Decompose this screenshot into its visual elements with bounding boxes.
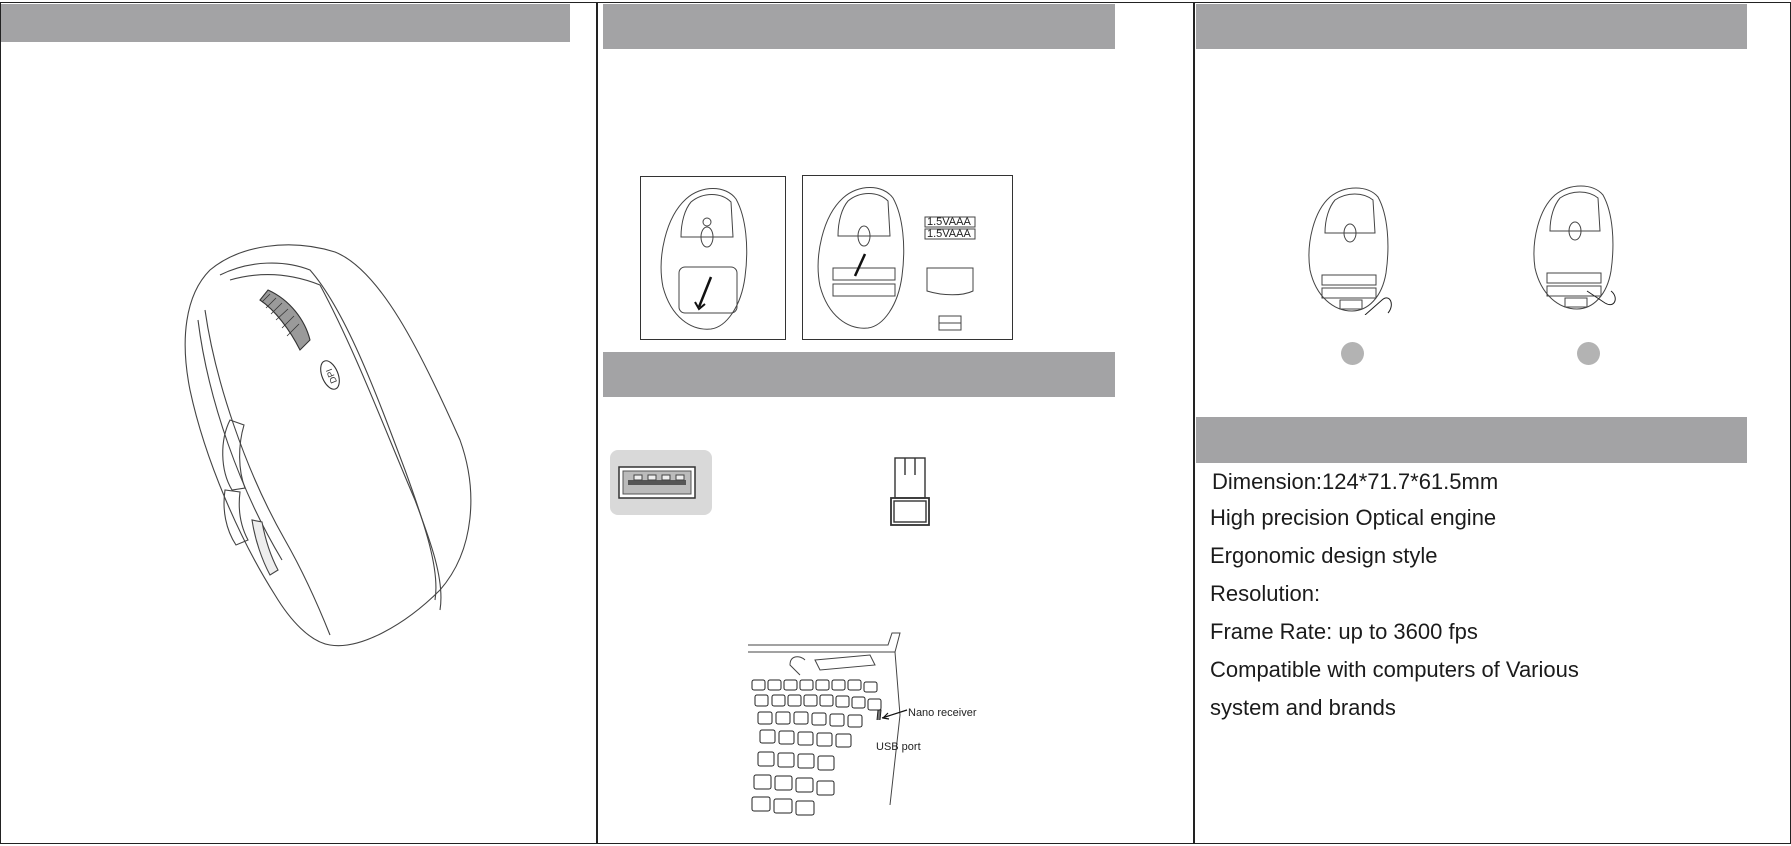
header-bar-battery bbox=[603, 4, 1115, 49]
laptop-illustration bbox=[730, 625, 990, 825]
step-dot-1 bbox=[1341, 342, 1364, 365]
header-bar-receiver bbox=[603, 352, 1115, 397]
battery-label-1: 1.5VAAA bbox=[927, 216, 971, 228]
header-bar-overview bbox=[1, 4, 570, 42]
battery-step1-box bbox=[640, 176, 786, 340]
step-dot-2 bbox=[1577, 342, 1600, 365]
receiver-storage-step1 bbox=[1300, 185, 1430, 315]
spec-resolution: Resolution: bbox=[1210, 581, 1321, 606]
nano-receiver-illustration bbox=[885, 455, 935, 530]
header-bar-specs bbox=[1196, 417, 1747, 463]
spec-frame-rate: Frame Rate: up to 3600 fps bbox=[1210, 619, 1478, 644]
battery-label-2: 1.5VAAA bbox=[927, 228, 971, 240]
spec-dimension: Dimension:124*71.7*61.5mm bbox=[1212, 469, 1499, 494]
nano-receiver-label: Nano receiver bbox=[908, 707, 977, 719]
usb-port-label: USB port bbox=[876, 741, 921, 753]
usb-port-tile bbox=[610, 450, 712, 515]
battery-step2-box bbox=[802, 175, 1013, 340]
spec-design: Ergonomic design style bbox=[1210, 543, 1438, 568]
header-bar-storage bbox=[1196, 4, 1747, 49]
dpi-button-label: DPI bbox=[324, 367, 339, 385]
mouse-top-illustration bbox=[170, 240, 480, 660]
spec-compatible-line2: system and brands bbox=[1210, 695, 1396, 720]
spec-compatible-line1: Compatible with computers of Various bbox=[1210, 657, 1579, 682]
receiver-storage-step2 bbox=[1525, 183, 1655, 315]
spec-engine: High precision Optical engine bbox=[1210, 505, 1497, 530]
